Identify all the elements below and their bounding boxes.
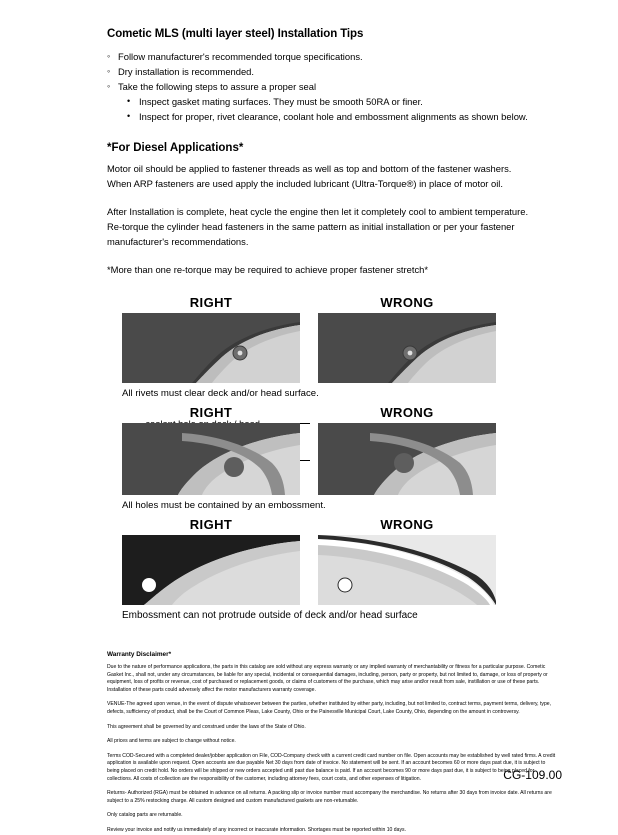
figure-wrong-rivets [318,295,496,383]
figure-row-rivets [44,295,574,383]
warranty-paragraph: All prices and terms are subject to change without notice. [107,738,236,745]
figure-row-protrusion [44,517,574,605]
figure-image-right-rivets [122,313,300,383]
list-item: ◦ Dry installation is recommended. [107,64,574,79]
warranty-paragraph: Returns- Authorized (RGA) must be obtained in advance on all returns. A packing slip or invoice number must accompany the merchandise. No returns after 30 days from invoice date. All returns are subject to a 25% restocking charge. All custom designed and custom manufactured gaskets are non-returnable. [107,790,552,804]
figure-caption: All rivets must clear deck and/or head surface. [122,388,319,399]
diesel-heading: *For Diesel Applications* [107,142,244,154]
figure-caption-row-1 [44,383,574,399]
diesel-paragraph-2: After Installation is complete, heat cycle the engine then let it completely cool to ambient temperature. Re-torque the cylinder head fasteners in the same pattern as initial installation or per your fastener manufacturer's recommendations. [107,206,529,247]
figure-right-protrusion [122,517,300,605]
figure-caption-row-3 [44,605,574,621]
figure-caption-row-2 [44,495,574,511]
installation-sub-list [118,94,574,124]
document-number: CG-109.00 [503,768,562,782]
warranty-paragraph: Due to the nature of performance applications, the parts in this catalog are sold without any express warranty or any implied warranty of merchantability or fitness for a particular purpose. Cometic Gasket Inc., shall not, under any circumstances, be liable for any special, incidental or consequential damages, including, person, party or property, but not limited to, damage, or loss of property or equipment, loss of profits or revenue, cost of purchased or replacement goods, or claims of customers of the purchase, which may arise and/or result from sale, instillation or use of these parts. Installation of these parts could adversely affect the motor manufacturers warranty coverage. [107,664,548,693]
warranty-paragraph: Only catalog parts are returnable. [107,812,183,819]
figures-section [44,295,574,621]
figure-image-right-protrusion [122,535,300,605]
warranty-section [107,651,557,835]
list-item: ◦ Take the following steps to assure a proper seal [107,79,574,94]
list-item: • Inspect gasket mating surfaces. They must be smooth 50RA or finer. [127,94,574,109]
figure-image-wrong-rivets [318,313,496,383]
warranty-paragraph: Review your invoice and notify us immediately of any incorrect or inaccurate information. Shortages must be reported within 10 days. [107,826,406,833]
figure-label-right: RIGHT [189,295,233,310]
page-title: Cometic MLS (multi layer steel) Installation Tips [107,28,364,40]
figure-image-wrong-embossment [318,423,496,495]
diesel-paragraph-1: Motor oil should be applied to fastener threads as well as top and bottom of the fastener washers. When ARP fasteners are used apply the included lubricant (Ultra-Torque®) in place of motor oil. [107,163,512,189]
figure-wrong-protrusion [318,517,496,605]
figure-right-rivets [122,295,300,383]
warranty-paragraph: This agreement shall be governed by and construed under the laws of the State of Ohio. [107,723,306,730]
list-item: • Inspect for proper, rivet clearance, coolant hole and embossment alignments as shown below. [127,109,574,124]
figure-label-right: RIGHT [189,517,233,532]
figure-caption: Embossment can not protrude outside of deck and/or head surface [122,610,418,621]
figure-label-wrong: WRONG [380,295,434,310]
figure-label-right: RIGHT [189,405,233,420]
warranty-heading: Warranty Disclaimer* [107,651,172,658]
figure-image-wrong-protrusion [318,535,496,605]
diesel-paragraph-3: *More than one re-torque may be required to achieve proper fastener stretch* [107,264,429,275]
warranty-paragraph: Terms COD-Secured with a completed dealer/jobber application on File, COD-Company check with a current credit card number on file. Open accounts may be established by well rated firms. A credit application is available upon request. Open accounts are due payable Net 30 days from date of invoice. No statement will be sent. If an account becomes 60 or more days past due, it is subject to being placed on credit hold. No orders will be shipped or new orders accepted until past due balance is paid. If an account becomes 90 or more days past due, it is subject to being placed for collections. All costs of collection are the responsibility of the customer, including attorney fees, court costs, and other expenses of litigation. [107,752,556,782]
figure-label-wrong: WRONG [380,405,434,420]
figure-label-wrong: WRONG [380,517,434,532]
warranty-paragraph: VENUE-The agreed upon venue, in the event of dispute whatsoever between the parties, whether instituted by either party, including, but not limited to, contract terms, payment terms, delivery, type, defects, sufficiency of product, shall be the Court of Common Pleas, Lake County, Ohio or the Painesville Municipal Court, Lake County, Ohio, depending on the amount in controversy. [107,701,552,715]
installation-tips-list [107,49,574,94]
list-item: ◦ Follow manufacturer's recommended torque specifications. [107,49,574,64]
figure-image-right-embossment [122,423,300,495]
figure-wrong-embossment [318,405,496,495]
figure-caption: All holes must be contained by an embossment. [122,500,326,511]
